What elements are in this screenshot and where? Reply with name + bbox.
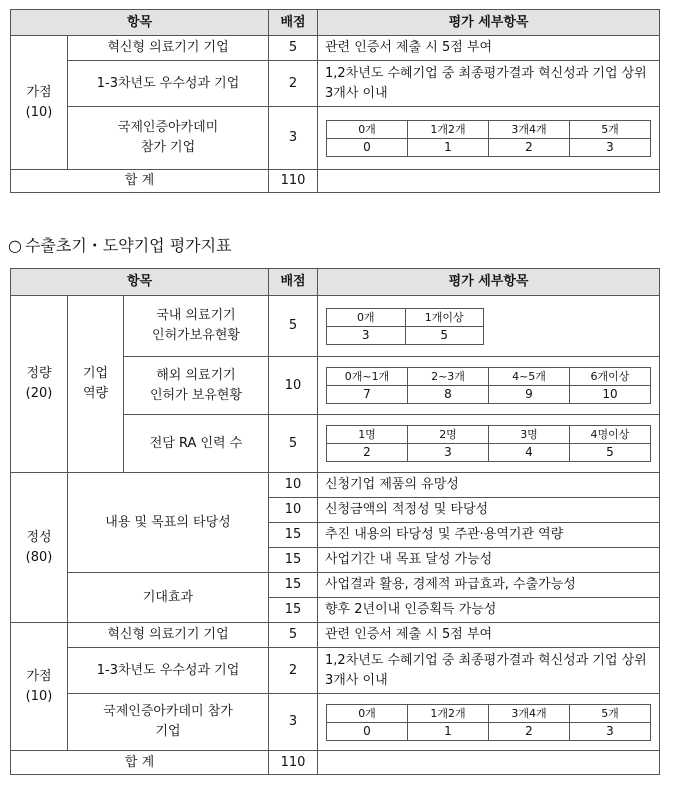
scale-label: 2~3개 <box>408 368 489 386</box>
group-name: 가점 <box>26 668 52 684</box>
scale-label: 1개2개 <box>408 120 489 138</box>
scale-table <box>326 704 651 741</box>
bonus-group-cell <box>11 36 68 170</box>
scale-value: 2 <box>489 722 570 740</box>
table-row <box>11 694 660 751</box>
bullet: ○ <box>8 236 22 255</box>
table-row <box>11 623 660 648</box>
scale-value: 7 <box>327 386 408 404</box>
scale-value: 4 <box>489 444 570 462</box>
scale-label: 1개이상 <box>405 308 484 326</box>
scale-label: 4~5개 <box>489 368 570 386</box>
scale-label: 3명 <box>489 426 570 444</box>
scale-value: 3 <box>408 444 489 462</box>
header-detail: 평가 세부항목 <box>318 269 660 296</box>
scale-value: 3 <box>570 138 651 156</box>
detail-cell: 신청금액의 적정성 및 타당성 <box>318 498 660 523</box>
bonus-group-cell <box>11 623 68 751</box>
item-cell: 전담 RA 인력 수 <box>124 415 269 473</box>
scale-label: 4명이상 <box>570 426 651 444</box>
score-cell: 15 <box>269 548 318 573</box>
item-cell <box>124 296 269 357</box>
scale-label: 1명 <box>327 426 408 444</box>
scale-cell <box>318 357 660 415</box>
table-row <box>11 473 660 498</box>
scale-value: 1 <box>408 722 489 740</box>
item-line: 인허가 보유현황 <box>149 387 243 403</box>
scale-table <box>326 367 651 404</box>
quant-sub-cell <box>68 296 124 473</box>
item-cell: 1-3차년도 우수성과 기업 <box>68 61 269 107</box>
item-line: 해외 의료기기 <box>156 367 236 383</box>
scale-value: 1 <box>408 138 489 156</box>
item-line: 국제인증아카데미 <box>117 120 219 135</box>
scale-label: 5개 <box>570 120 651 138</box>
item-cell <box>68 694 269 751</box>
score-cell: 5 <box>269 623 318 648</box>
scale-label: 1개2개 <box>408 704 489 722</box>
group-name: 정량 <box>26 366 52 381</box>
scale-value: 0 <box>327 722 408 740</box>
bonus-table-top <box>10 9 660 193</box>
score-cell: 15 <box>269 523 318 548</box>
scale-label: 5개 <box>570 704 651 722</box>
group-points: (10) <box>25 688 53 704</box>
scale-cell <box>318 107 660 170</box>
total-label: 합 계 <box>11 751 269 775</box>
scale-table <box>326 308 484 345</box>
scale-label: 0개~1개 <box>327 368 408 386</box>
scale-value: 3 <box>327 326 406 344</box>
header-score: 배점 <box>269 10 318 36</box>
scale-label: 2명 <box>408 426 489 444</box>
scale-cell <box>318 296 660 357</box>
detail-cell: 신청기업 제품의 유망성 <box>318 473 660 498</box>
detail-cell: 사업결과 활용, 경제적 파급효과, 수출가능성 <box>318 573 660 598</box>
score-cell: 10 <box>269 498 318 523</box>
header-detail: 평가 세부항목 <box>318 10 660 36</box>
item-cell: 혁신형 의료기기 기업 <box>68 623 269 648</box>
score-cell: 10 <box>269 473 318 498</box>
item-line: 국제인증아카데미 참가 <box>103 704 233 719</box>
score-cell: 15 <box>269 598 318 623</box>
evaluation-table <box>10 268 660 775</box>
score-cell: 15 <box>269 573 318 598</box>
qual-subgroup-cell: 내용 및 목표의 타당성 <box>68 473 269 573</box>
detail-cell: 향후 2년이내 인증획득 가능성 <box>318 598 660 623</box>
scale-cell <box>318 694 660 751</box>
score-cell: 5 <box>269 415 318 473</box>
header-item: 항목 <box>11 269 269 296</box>
scale-value: 5 <box>405 326 484 344</box>
detail-cell: 관련 인증서 제출 시 5점 부여 <box>318 623 660 648</box>
score-cell: 3 <box>269 694 318 751</box>
table-row <box>11 107 660 170</box>
group-points: (10) <box>25 104 53 120</box>
quant-group-cell <box>11 296 68 473</box>
item-cell: 혁신형 의료기기 기업 <box>68 36 269 61</box>
item-line: 참가 기업 <box>140 140 196 155</box>
table2-header-row <box>11 269 660 296</box>
score-cell: 2 <box>269 648 318 694</box>
table-row <box>11 36 660 61</box>
score-cell: 5 <box>269 296 318 357</box>
scale-cell <box>318 415 660 473</box>
item-cell <box>124 357 269 415</box>
total-row <box>11 170 660 193</box>
scale-value: 10 <box>570 386 651 404</box>
table-row <box>11 61 660 107</box>
scale-value: 2 <box>489 138 570 156</box>
total-label: 합 계 <box>11 170 269 193</box>
scale-label: 0개 <box>327 308 406 326</box>
scale-label: 3개4개 <box>489 120 570 138</box>
table-row <box>11 648 660 694</box>
table-row <box>11 296 660 357</box>
group-points: (80) <box>25 549 53 565</box>
header-item: 항목 <box>11 10 269 36</box>
header-score: 배점 <box>269 269 318 296</box>
scale-value: 0 <box>327 138 408 156</box>
item-line: 국내 의료기기 <box>156 308 236 323</box>
scale-label: 6개이상 <box>570 368 651 386</box>
scale-label: 0개 <box>327 704 408 722</box>
item-cell: 1-3차년도 우수성과 기업 <box>68 648 269 694</box>
scale-value: 3 <box>570 722 651 740</box>
scale-value: 5 <box>570 444 651 462</box>
group-points: (20) <box>25 386 53 401</box>
section-title <box>8 233 232 256</box>
total-row <box>11 751 660 775</box>
detail-cell: 관련 인증서 제출 시 5점 부여 <box>318 36 660 61</box>
scale-value: 9 <box>489 386 570 404</box>
sub-line: 기업 <box>82 366 109 381</box>
item-line: 인허가보유현황 <box>152 328 240 343</box>
score-cell: 3 <box>269 107 318 170</box>
score-cell: 10 <box>269 357 318 415</box>
section-title-text: 수출초기・도약기업 평가지표 <box>24 236 232 255</box>
score-cell: 2 <box>269 61 318 107</box>
qual-subgroup-cell: 기대효과 <box>68 573 269 623</box>
group-name: 가점 <box>26 84 52 100</box>
scale-value: 8 <box>408 386 489 404</box>
item-line: 기업 <box>155 724 181 739</box>
detail-cell: 1,2차년도 수혜기업 중 최종평가결과 혁신성과 기업 상위 3개사 이내 <box>318 61 660 107</box>
total-score: 110 <box>269 170 318 193</box>
detail-cell: 사업기간 내 목표 달성 가능성 <box>318 548 660 573</box>
qual-group-cell <box>11 473 68 623</box>
table-row <box>11 573 660 598</box>
table1-header-row <box>11 10 660 36</box>
detail-cell: 추진 내용의 타당성 및 주관·용역기관 역량 <box>318 523 660 548</box>
item-cell <box>68 107 269 170</box>
scale-label: 3개4개 <box>489 704 570 722</box>
detail-cell: 1,2차년도 수혜기업 중 최종평가결과 혁신성과 기업 상위 3개사 이내 <box>318 648 660 694</box>
scale-value: 2 <box>327 444 408 462</box>
scale-table <box>326 120 651 157</box>
scale-table <box>326 425 651 462</box>
group-name: 정성 <box>26 529 52 545</box>
score-cell: 5 <box>269 36 318 61</box>
scale-label: 0개 <box>327 120 408 138</box>
sub-line: 역량 <box>82 386 109 401</box>
total-score: 110 <box>269 751 318 775</box>
